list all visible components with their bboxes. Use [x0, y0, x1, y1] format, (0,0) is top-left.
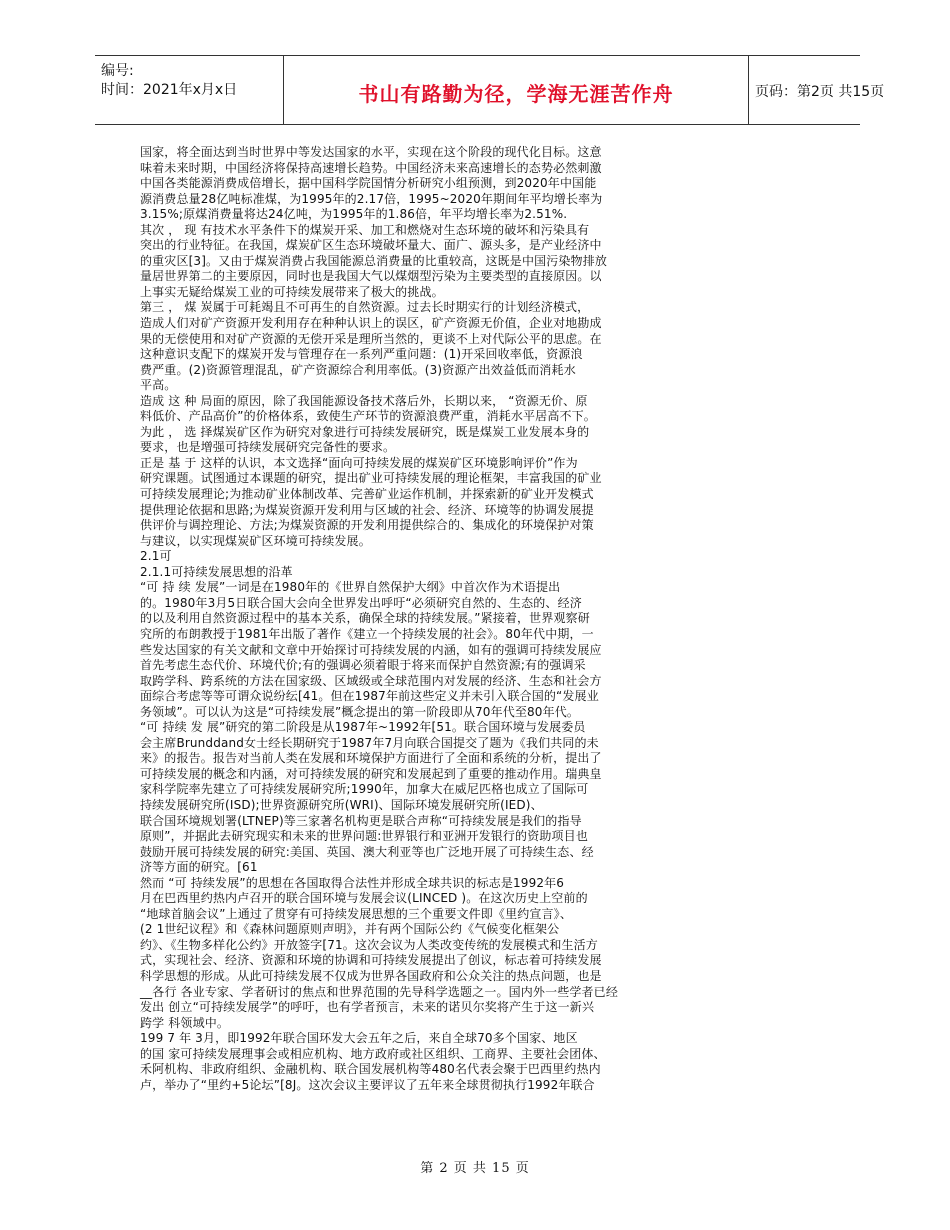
text-line: (2 1世纪议程》和《森林问题原则声明》，并有两个国际公约《气候变化框架公 [140, 922, 560, 937]
text-line: 的国 家可持续发展理事会或相应机构、地方政府或社区组织、工商界、主要社会团体、 [140, 1046, 606, 1061]
page-footer: 第 2 页 共 15 页 [420, 1161, 530, 1176]
text-line: 源消费总量28亿吨标准煤，为1995年的2.17倍，1995~2020年期间年平均增长率为 [140, 191, 603, 206]
text-line: 国家，将全面达到当时世界中等发达国家的水平，实现在这个阶段的现代化目标。这意 [140, 145, 602, 159]
body-text [140, 145, 680, 1093]
text-line: 中国各类能源消费成倍增长，据中国科学院国情分析研究小组预测，到2020年中国能 [140, 176, 597, 191]
text-line: 面综合考虑等等可谓众说纷纭[41。但在1987年前这些定义并未引入联合国的“发展业 [140, 689, 599, 704]
text-line: 第三 ， 煤 炭属于可耗竭且不可再生的自然资源。过去长时期实行的计划经济模式， [140, 300, 590, 315]
text-line: 些发达国家的有关文献和文章中开始探讨可持续发展的内涵，如有的强调可持续发展应 [140, 642, 602, 657]
header-motto-cell [283, 56, 749, 124]
text-line: 然而 “可 持续发展”的思想在各国取得合法性并形成全球共识的标志是1992年6 [140, 875, 565, 890]
text-line: 3.15%;原煤消费量将达24亿吨，为1995年的1.86倍，年平均增长率为2.51%. [140, 207, 568, 222]
document-date: 时间：2021年x月x日 [101, 82, 238, 98]
text-line: 造成 这 种 局面的原因，除了我国能源设备技术落后外，长期以来， “资源无价、原 [140, 393, 588, 408]
text-line: 为此 ， 选 择煤炭矿区作为研究对象进行可持续发展研究，既是煤炭工业发展本身的 [140, 424, 590, 439]
text-line: 量居世界第二的主要原因，同时也是我国大气以煤烟型污染为主要类型的直接原因。以 [140, 269, 602, 284]
header-motto: 书山有路勤为径，学海无涯苦作舟 [358, 82, 674, 106]
text-line: 造成人们对矿产资源开发利用存在种种认识上的误区，矿产资源无价值，企业对地勘成 [140, 316, 602, 331]
text-line: 发出 创立“可持续发展学”的呼吁，也有学者预言，未来的诺贝尔奖将产生于这一新兴 [140, 1000, 595, 1015]
text-line: 提供理论依据和思路;为煤炭资源开发利用与区域的社会、经济、环境等的协调发展提 [140, 502, 594, 517]
text-line: 式，实现社会、经济、资源和环境的协调和可持续发展提出了创议，标志着可持续发展 [140, 953, 602, 968]
text-line: 平高。 [140, 378, 177, 393]
text-line: 正是 基 于 这样的认识，本文选择“面向可持续发展的煤炭矿区环境影响评价”作为 [140, 455, 578, 470]
text-line: 与建议，以实现煤炭矿区环境可持续发展。 [140, 533, 371, 548]
text-line: 上事实无疑给煤炭工业的可持续发展带来了极大的挑战。 [140, 284, 444, 299]
text-line: 研究课题。试图通过本课题的研究，提出矿业可持续发展的理论框架，丰富我国的矿业 [140, 471, 602, 486]
text-line: 卢，举办了“里约+5论坛”[8J。这次会议主要评议了五年来全球贯彻执行1992年联合 [140, 1077, 595, 1092]
text-line: 可持续发展的概念和内涵，对可持续发展的研究和发展起到了重要的推动作用。瑞典皇 [140, 766, 602, 781]
text-line: 来》的报告。报告对当前人类在发展和环境保护方面进行了全面和系统的分析，提出了 [140, 751, 602, 766]
header-page-info: 页码：第2页 共15页 [755, 84, 885, 100]
text-line: 的以及利用自然资源过程中的基本关系，确保全球的持续发展。”紧接着，世界观察研 [140, 611, 590, 626]
page-header [95, 55, 885, 125]
document-number-label: 编号: [101, 63, 134, 79]
text-line: “可 持 续 发展”一词是在1980年的《世界自然保护大纲》中首次作为术语提出 [140, 580, 561, 595]
header-page-cell [747, 56, 885, 124]
text-line: 的重灾区[3]。又由于煤炭消费占我国能源总消费量的比重较高，这既是中国污染物排放 [140, 253, 608, 268]
text-line: 家科学院率先建立了可持续发展研究所;1990年，加拿大在威尼匹格也成立了国际可 [140, 782, 589, 797]
text-line: 会主席Brunddand女士经长期研究于1987年7月向联合国提交了题为《我们共同的未 [140, 735, 599, 750]
text-line: 要求，也是增强可持续发展研究完备性的要求。 [140, 440, 396, 455]
text-line: 月在巴西里约热内卢召开的联合国环境与发展会议(LINCED )。在这次历史上空前的 [140, 891, 588, 906]
text-line: 鼓励开展可持续发展的研究:美国、英国、澳大利亚等也广泛地开展了可持续生态、经 [140, 844, 594, 859]
text-line: 首先考虑生态代价、环境代价;有的强调必须着眼于将来而保护自然资源;有的强调采 [140, 658, 586, 673]
text-line: 可持续发展理论;为推动矿业体制改革、完善矿业运作机制，并探索新的矿业开发模式 [140, 487, 594, 502]
text-line: 果的无偿使用和对矿产资源的无偿开采是理所当然的，更谈不上对代际公平的思虑。在 [140, 331, 602, 346]
text-line: 科学思想的形成。从此可持续发展不仅成为世界各国政府和公众关注的热点问题，也是 [140, 968, 602, 983]
header-meta [95, 56, 283, 124]
text-line: 这种意识支配下的煤炭开发与管理存在一系列严重问题：(1)开采回收率低，资源浪 [140, 347, 583, 362]
text-line: 的。1980年3月5日联合国大会向全世界发出呼吁“必须研究自然的、生态的、经济 [140, 595, 582, 610]
text-line: __各行 各业专家、学者研讨的焦点和世界范围的先导科学选题之一。国内外一些学者已经 [140, 984, 618, 999]
text-line: 联合国环境规划署(LTNEP)等三家著名机构更是联合声称“可持续发展是我们的指导 [140, 813, 582, 828]
text-line: 199 7 年 3月，即1992年联合国环发大会五年之后，来自全球70多个国家、地区 [140, 1031, 578, 1046]
text-line: 突出的行业特征。在我国，煤炭矿区生态环境破坏量大、面广、源头多，是产业经济中 [140, 238, 602, 253]
text-line: 料低价、产品高价”的价格体系，致使生产环节的资源浪费严重，消耗水平居高不下。 [140, 409, 596, 424]
text-line: “地球首脑会议”上通过了贯穿有可持续发展思想的三个重要文件即《里约宣言》、 [140, 906, 572, 921]
text-line: 禾阿机构、非政府组织、金融机构、联合国发展机构等480名代表会聚于巴西里约热内 [140, 1062, 601, 1077]
text-line: 其次 ， 现 有技术水平条件下的煤炭开采、加工和燃烧对生态环境的破坏和污染具有 [140, 222, 590, 237]
text-line: 持续发展研究所(ISD);世界资源研究所(WRI)、国际环境发展研究所(IED)、 [140, 797, 543, 812]
text-line: 务领域”。可以认为这是“可持续发展”概念提出的第一阶段即从70年代至80年代。 [140, 704, 580, 719]
text-line: 究所的布朗教授于1981年出版了著作《建立一个持续发展的社会》。80年代中期，一 [140, 626, 594, 641]
text-line: 约》、《生物多样化公约》开放签字[71。这次会议为人类改变传统的发展模式和生活方 [140, 937, 598, 952]
text-line: 味着未来时期，中国经济将保持高速增长趋势。中国经济未来高速增长的态势必然刺激 [140, 160, 602, 175]
text-line: 2.1.1可持续发展思想的沿革 [140, 564, 293, 579]
text-line: 取跨学科、跨系统的方法在国家级、区域级或全球范围内对发展的经济、生态和社会方 [140, 673, 602, 688]
text-line: “可 持续 发 展”研究的第二阶段是从1987年~1992年[51。联合国环境与发展委员 [140, 720, 586, 735]
text-line: 济等方面的研究。[61 [140, 860, 258, 875]
text-line: 2.1可 [140, 549, 172, 564]
text-line: 供评价与调控理论、方法;为煤炭资源的开发利用提供综合的、集成化的环境保护对策 [140, 518, 594, 533]
text-line: 费严重。(2)资源管理混乱，矿产资源综合利用率低。(3)资源产出效益低而消耗水 [140, 362, 576, 377]
text-line: 原则”，并据此去研究现实和未来的世界问题:世界银行和亚洲开发银行的资助项目也 [140, 829, 588, 844]
text-line: 跨学 科领域中。 [140, 1015, 230, 1030]
